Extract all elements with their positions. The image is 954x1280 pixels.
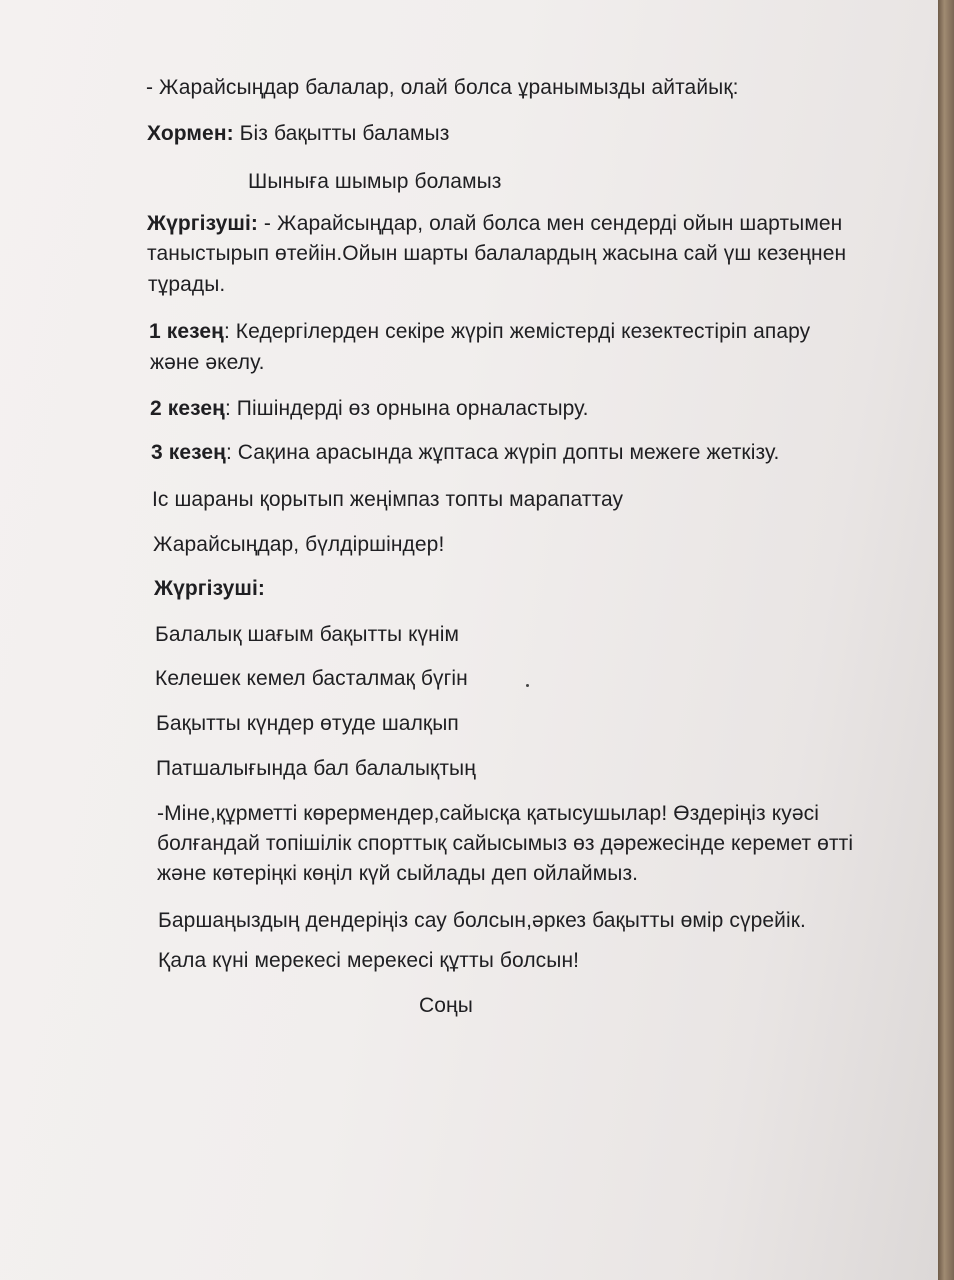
- chorus-label: Хормен:: [147, 122, 234, 145]
- line-13: Жүргізуші:: [154, 577, 265, 600]
- line-1: - Жарайсыңдар балалар, олай болса ұранымызды айтайық:: [146, 76, 739, 99]
- line-16: Бақытты күндер өтуде шалқып: [156, 712, 459, 735]
- line-15: Келешек кемел басталмақ бүгін: [155, 667, 468, 690]
- line-22: Қала күні мерекесі мерекесі құтты болсын!: [158, 949, 580, 972]
- line-3: Шынығa шымыр боламыз: [248, 170, 502, 193]
- stage-3-label: 3 кезең: [151, 441, 226, 464]
- line-19: болғандай топішілік спорттық сайысымыз өз дәрежесінде керемет өтті: [157, 832, 854, 855]
- line-4: [147, 208, 842, 239]
- line-11: Іс шараны қорытып жеңімпаз топты марапаттау: [152, 488, 624, 511]
- line-17: Патшалығында бал балалықтың: [156, 757, 476, 780]
- paper-speck: [526, 684, 529, 687]
- stage-2-text: : Пішіндерді өз орнына орналастыру.: [224, 397, 589, 420]
- chorus-text: Біз бақытты баламыз: [233, 122, 450, 145]
- stage-3-text: : Сақина арасында жұптаса жүріп допты межеге жеткізу.: [225, 441, 780, 464]
- stage-1-text: : Кедергілерден секіре жүріп жемістерді кезектестіріп апару: [223, 320, 811, 343]
- background-edge: [938, 0, 954, 1280]
- line-21: Баршаңыздың дендеріңіз сау болсын,әркез бақытты өмір сүрейік.: [158, 909, 806, 932]
- line-2: [147, 118, 449, 149]
- line-6: тұрады.: [148, 273, 226, 296]
- host-text: - Жарайсыңдар, олай болса мен сендерді ойын шартымен: [258, 212, 843, 235]
- host-label: Жүргізуші:: [147, 212, 258, 235]
- line-12: Жарайсыңдар, бүлдіршіндер!: [153, 533, 445, 556]
- line-18: -Міне,құрметті көрермендер,сайысқа қатысушылар! Өздеріңіз куәсі: [157, 802, 819, 825]
- line-14: Балалық шағым бақытты күнім: [155, 623, 460, 646]
- line-5: таныстырып өтейін.Ойын шарты балалардың жасына сай үш кезеңнен: [147, 242, 847, 265]
- line-23-end: Соңы: [419, 994, 473, 1017]
- line-8: және әкелу.: [150, 351, 265, 374]
- line-10: [151, 437, 779, 468]
- stage-1-label: 1 кезең: [149, 320, 224, 343]
- line-9: [150, 393, 589, 424]
- line-20: және көтеріңкі көңіл күй сыйлады деп ойлаймыз.: [157, 862, 639, 885]
- line-7: [149, 316, 810, 347]
- stage-2-label: 2 кезең: [150, 397, 225, 420]
